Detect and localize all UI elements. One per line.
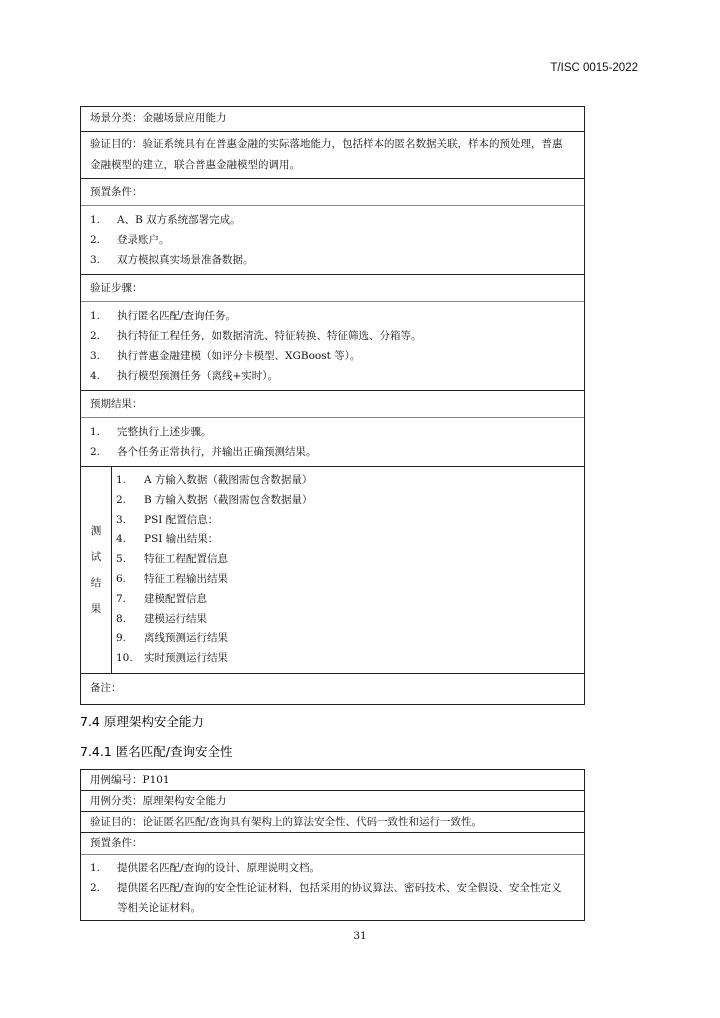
item-text: 建模配置信息 — [144, 592, 207, 605]
scene-row — [81, 107, 584, 131]
test-results-section — [81, 466, 584, 673]
test-results-list — [112, 467, 584, 673]
remarks-row — [81, 673, 584, 704]
item-number: 2. — [90, 234, 101, 246]
item-text: 执行匿名匹配/查询任务。 — [117, 310, 237, 322]
item-number: 7. — [116, 592, 127, 605]
list-item — [81, 250, 584, 270]
item-number: 5. — [116, 553, 127, 566]
item-text-line-2: 等相关论证材料。 — [117, 902, 201, 914]
expected-results-title: 预期结果： — [81, 391, 584, 418]
case-category: 用例分类：原理架构安全能力 — [90, 795, 227, 807]
item-number: 2. — [90, 882, 101, 894]
list-item — [81, 210, 584, 230]
list-item — [81, 366, 584, 386]
expected-results-section — [81, 390, 584, 466]
list-item — [112, 491, 584, 511]
steps-section — [81, 274, 584, 390]
label-char: 测 — [90, 524, 102, 537]
list-item — [112, 570, 584, 590]
list-item — [112, 629, 584, 649]
item-number: 2. — [90, 330, 101, 342]
item-text: 执行普惠金融建模（如评分卡模型、XGBoost 等）。 — [117, 350, 361, 362]
item-number: 1. — [90, 862, 101, 874]
scene-category: 场景分类：金融场景应用能力 — [90, 112, 227, 124]
item-text: 实时预测运行结果 — [144, 652, 228, 665]
purpose-row — [81, 131, 584, 178]
item-text: B 方输入数据（截图需包含数据量） — [144, 493, 313, 506]
test-results-label — [81, 467, 112, 673]
list-item-continuation — [81, 898, 584, 918]
item-text: 特征工程配置信息 — [144, 553, 228, 566]
item-number: 1. — [116, 474, 127, 486]
category-row — [81, 790, 584, 811]
case-id-row — [81, 770, 584, 790]
item-text: 提供匿名匹配/查询的设计、原理说明文档。 — [117, 862, 321, 874]
list-item — [81, 230, 584, 250]
item-number: 3. — [90, 254, 101, 266]
preconditions-title: 预置条件： — [81, 179, 584, 206]
list-item — [112, 471, 584, 491]
page-number: 31 — [353, 930, 367, 942]
item-text-line-1: 提供匿名匹配/查询的安全性论证材料，包括采用的协议算法、密码技术、安全假设、安全性定义 — [117, 882, 562, 894]
item-number: 2. — [116, 493, 127, 506]
list-item — [112, 610, 584, 630]
list-item — [81, 858, 584, 878]
list-item — [112, 511, 584, 531]
item-text: PSI 输出结果： — [144, 533, 219, 546]
list-item — [81, 422, 584, 442]
preconditions-title: 预置条件： — [81, 833, 584, 855]
item-text: 特征工程输出结果 — [144, 572, 228, 585]
steps-title: 验证步骤： — [81, 275, 584, 302]
item-number: 9. — [116, 632, 127, 645]
list-item — [81, 878, 584, 898]
section-heading: 7.4 原理架构安全能力 — [80, 714, 204, 729]
label-char: 果 — [90, 602, 102, 615]
list-item — [112, 649, 584, 669]
list-item — [81, 346, 584, 366]
list-item — [81, 306, 584, 326]
list-item — [81, 326, 584, 346]
item-text: 执行模型预测任务（离线+实时）。 — [117, 370, 279, 382]
item-text: 登录账户。 — [117, 234, 170, 246]
item-number: 1. — [90, 426, 101, 438]
test-case-table-finance — [80, 106, 585, 705]
purpose-line-1: 验证目的：验证系统具有在普惠金融的实际落地能力，包括样本的匿名数据关联，样本的预处理，普惠 — [90, 138, 563, 150]
item-text: 双方模拟真实场景准备数据。 — [117, 254, 254, 266]
item-text: A、B 双方系统部署完成。 — [117, 214, 241, 226]
test-case-table-architecture — [80, 769, 585, 921]
item-number: 8. — [116, 612, 127, 625]
item-number: 3. — [90, 350, 101, 362]
item-number: 3. — [116, 513, 127, 526]
item-text: 各个任务正常执行，并输出正确预测结果。 — [117, 446, 317, 458]
item-text: 建模运行结果 — [144, 612, 207, 625]
item-text: 完整执行上述步骤。 — [117, 426, 212, 438]
case-id: 用例编号：P101 — [90, 774, 170, 786]
subsection-heading: 7.4.1 匿名匹配/查询安全性 — [80, 744, 233, 759]
list-item — [81, 442, 584, 462]
item-number: 1. — [90, 310, 101, 322]
label-char: 试 — [90, 550, 102, 563]
item-number: 1. — [90, 214, 101, 226]
list-item — [112, 590, 584, 610]
item-text: PSI 配置信息： — [144, 513, 219, 526]
case-purpose: 验证目的：论证匿名匹配/查询具有架构上的算法安全性、代码一致性和运行一致性。 — [90, 816, 483, 828]
document-standard-number: T/ISC 0015-2022 — [550, 62, 638, 74]
purpose-line-2: 金融模型的建立，联合普惠金融模型的调用。 — [90, 159, 300, 171]
preconditions-section — [81, 832, 584, 920]
item-number: 4. — [90, 370, 101, 382]
list-item — [112, 530, 584, 550]
list-item — [112, 550, 584, 570]
item-text: A 方输入数据（截图需包含数据量） — [144, 474, 313, 486]
item-number: 2. — [90, 446, 101, 458]
item-number: 10. — [116, 652, 133, 665]
item-number: 4. — [116, 533, 127, 546]
item-text: 离线预测运行结果 — [144, 632, 228, 645]
item-number: 6. — [116, 572, 127, 585]
remarks-label: 备注： — [90, 681, 122, 694]
item-text: 执行特征工程任务，如数据清洗、特征转换、特征筛选、分箱等。 — [117, 330, 422, 342]
label-char: 结 — [90, 576, 102, 589]
preconditions-section — [81, 178, 584, 274]
purpose-row — [81, 811, 584, 832]
